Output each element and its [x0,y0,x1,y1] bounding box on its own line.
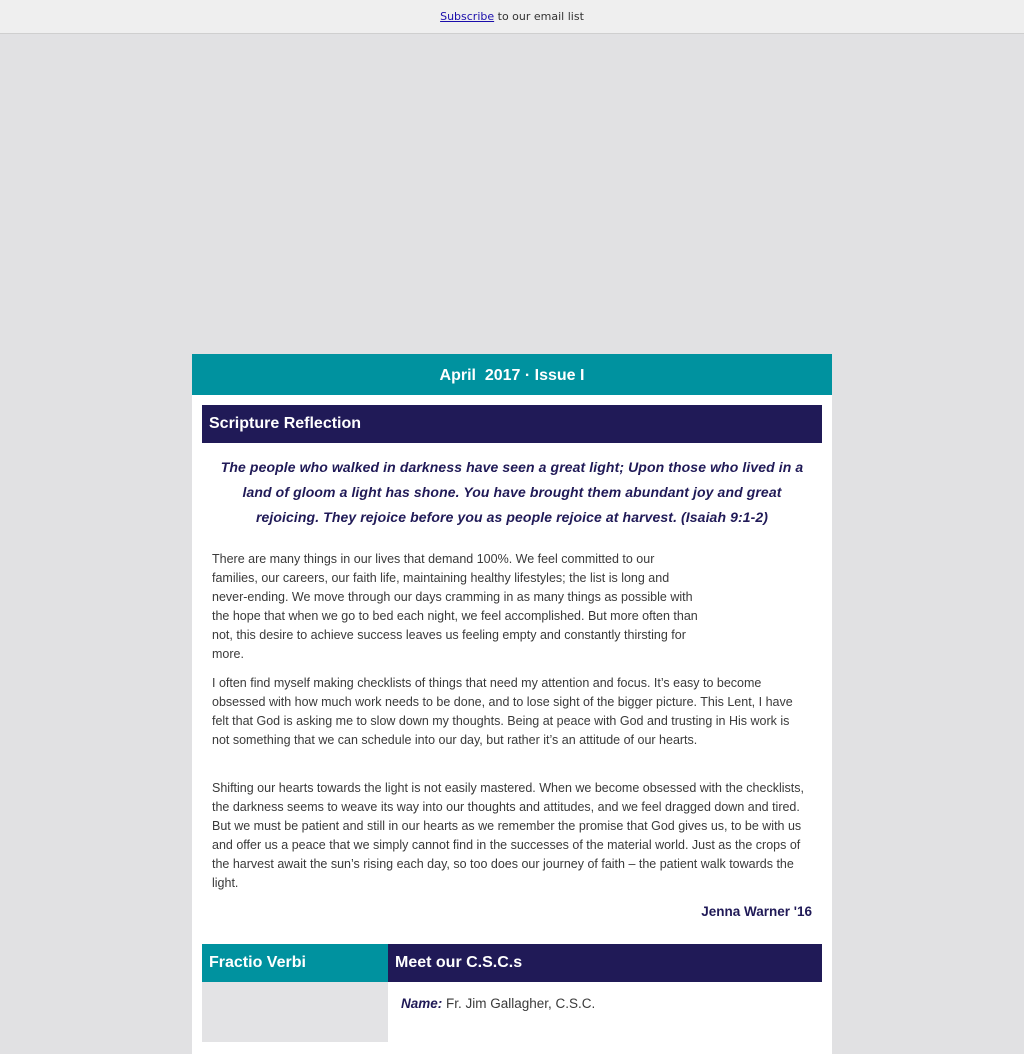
section-title-scripture-reflection: Scripture Reflection [202,405,822,443]
subscribe-link[interactable]: Subscribe [440,10,495,23]
author-signature: Jenna Warner '16 [701,904,812,919]
csc-name-line [401,996,595,1011]
section-title-fractio-verbi: Fractio Verbi [202,944,388,982]
section-title-meet-our-cscs: Meet our C.S.C.s [388,944,822,982]
fractio-verbi-panel [202,982,388,1042]
reflection-paragraph-1: There are many things in our lives that demand 100%. We feel committed to our families, our careers, our faith life, maintaining healthy lifestyles; the list is long and never-ending. We move through our days cramming in as many things as possible with the hope that when we go to bed each night, we feel accomplished. But more often than not, this desire to achieve success leaves us feeling empty and constantly thirsting for more. [212,552,698,661]
newsletter-body [192,354,832,1054]
subscribe-bar-text: to our email list [494,10,584,23]
name-label: Name: [401,996,443,1011]
reflection-paragraph-2: I often find myself making checklists of things that need my attention and focus. It’s easy to become obsessed with how much work needs to be done, and to lose sight of the bigger picture. This Lent, I have felt that God is asking me to slow down my thoughts. Being at peace with God and trusting in His work is not something that we can schedule into our day, but rather it’s an attitude of our hearts. [212,676,793,747]
subscribe-bar [0,0,1024,34]
name-value: Fr. Jim Gallagher, C.S.C. [442,996,596,1011]
scripture-quote: The people who walked in darkness have seen a great light; Upon those who lived in a land of gloom a light has shone. You have brought them abundant joy and great rejoicing. They rejoice before you as people rejoice at harvest. (Isaiah 9:1-2) [220,459,804,525]
reflection-paragraph-3: Shifting our hearts towards the light is not easily mastered. When we become obsessed with the checklists, the darkness seems to weave its way into our thoughts and attitudes, and we feel dragged down and tired. But we must be patient and still in our hearts as we remember the promise that God gives us, to be with us and offer us a peace that we simply cannot find in the successes of the material world. Just as the crops of the harvest await the sun’s rising each day, so too does our journey of faith – the patient walk towards the light. [212,781,804,890]
issue-title: April 2017 · Issue I [192,354,832,395]
